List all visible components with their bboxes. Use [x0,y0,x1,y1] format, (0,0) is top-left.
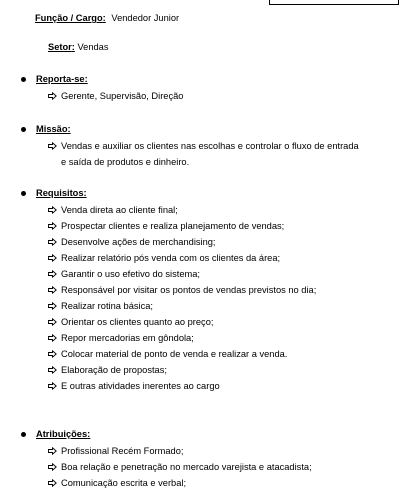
arrow-right-icon [48,461,58,471]
funcao-value: Vendedor Junior [111,13,180,23]
bullet-icon [21,432,26,437]
bullet-icon [21,191,26,196]
section-title: Atribuições: [36,429,91,439]
arrow-right-icon [48,364,58,374]
arrow-right-icon [48,236,58,246]
top-border-box [269,0,399,5]
item-list [48,140,363,170]
arrow-right-icon [48,477,58,487]
setor-label: Setor [48,42,72,52]
arrow-right-icon [48,220,58,230]
arrow-right-icon [48,348,58,358]
section-title: Requisitos: [36,188,87,198]
arrow-right-icon [48,316,58,326]
funcao-label: Função / Cargo [35,13,103,23]
arrow-right-icon [48,268,58,278]
arrow-right-icon [48,90,58,100]
funcao-line: Função / Cargo: Vendedor Junior [35,13,180,23]
setor-value: Vendas [77,42,109,52]
arrow-right-icon [48,332,58,342]
section-title: Missão: [36,124,71,134]
bullet-icon [21,77,26,82]
bullet-icon [21,127,26,132]
arrow-right-icon [48,252,58,262]
arrow-right-icon [48,204,58,214]
section-title: Reporta-se: [36,74,88,84]
setor-line: Setor: Vendas [48,42,109,52]
arrow-right-icon [48,445,58,455]
arrow-right-icon [48,284,58,294]
list-item: Vendas e auxiliar os clientes nas escolhas e controlar o fluxo de entrada e saída de produtos e dinheiro. [48,138,363,170]
arrow-right-icon [48,380,58,390]
arrow-right-icon [48,300,58,310]
